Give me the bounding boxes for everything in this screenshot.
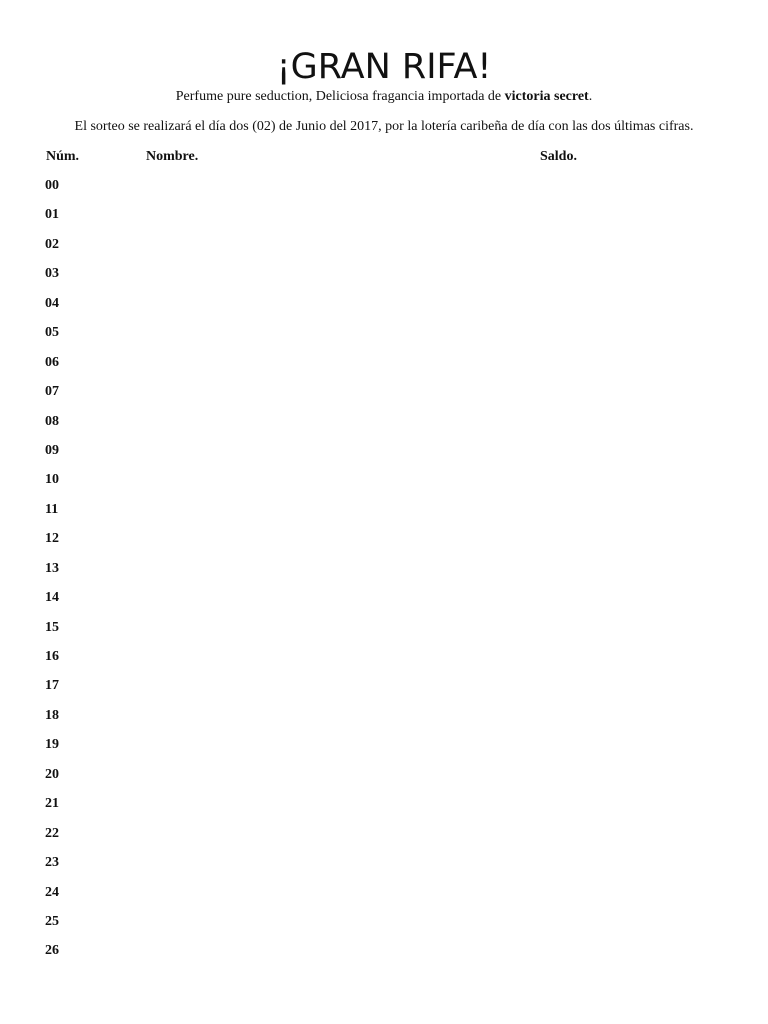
header-name: Nombre. [146,149,199,164]
row-saldo [540,825,720,843]
row-name [146,501,526,519]
table-row [0,442,768,471]
row-name [146,236,526,254]
table-row [0,942,768,971]
draw-notice: El sorteo se realizará el día dos (02) de Junio del 2017, por la lotería caribeña de día con las dos últimas cifras. [74,119,694,134]
row-saldo [540,913,720,931]
row-name [146,471,526,489]
row-number: 12 [45,531,59,547]
table-row [0,530,768,559]
row-name [146,295,526,313]
table-row [0,206,768,235]
row-number: 11 [45,501,59,517]
page-title: ¡GRAN RIFA! [276,47,492,87]
row-name [146,354,526,372]
row-name [146,530,526,548]
row-name [146,854,526,872]
table-row [0,354,768,383]
table-row [0,648,768,677]
row-saldo [540,354,720,372]
row-name [146,619,526,637]
table-row [0,501,768,530]
row-name [146,265,526,283]
row-saldo [540,236,720,254]
subtitle-brand: victoria secret [504,89,589,104]
row-name [146,413,526,431]
row-name [146,795,526,813]
row-number: 15 [45,619,59,635]
row-saldo [540,648,720,666]
row-number: 00 [45,178,59,193]
row-saldo [540,383,720,401]
table-row [0,560,768,589]
row-saldo [540,471,720,489]
table-row [0,471,768,500]
raffle-list [0,177,768,972]
row-number: 24 [45,884,59,900]
row-name [146,825,526,843]
row-number: 26 [45,943,59,959]
row-number: 18 [45,707,59,723]
row-name [146,442,526,460]
row-number: 20 [45,766,59,782]
row-saldo [540,707,720,725]
row-number: 08 [45,413,59,429]
table-row [0,413,768,442]
subtitle-suffix: . [588,89,593,104]
row-saldo [540,413,720,431]
row-saldo [540,265,720,283]
row-name [146,677,526,695]
table-header [0,148,768,166]
subtitle [0,88,768,106]
row-saldo [540,854,720,872]
table-row [0,265,768,294]
table-row [0,884,768,913]
row-number: 14 [45,590,59,606]
row-name [146,324,526,342]
row-saldo [540,795,720,813]
row-number: 04 [45,295,59,311]
table-row [0,619,768,648]
row-saldo [540,677,720,695]
row-number: 07 [45,384,59,400]
table-row [0,736,768,765]
row-name [146,736,526,754]
row-saldo [540,324,720,342]
row-saldo [540,942,720,960]
row-name [146,560,526,578]
row-saldo [540,589,720,607]
row-saldo [540,766,720,784]
row-number: 22 [45,825,59,841]
row-number: 21 [45,796,59,812]
row-name [146,707,526,725]
row-number: 10 [45,472,59,488]
row-saldo [540,177,720,195]
row-number: 09 [45,442,59,458]
row-saldo [540,560,720,578]
row-saldo [540,206,720,224]
table-row [0,913,768,942]
row-number: 03 [45,266,59,282]
table-row [0,324,768,353]
table-row [0,589,768,618]
row-name [146,177,526,195]
table-row [0,177,768,206]
row-number: 06 [45,354,59,370]
row-saldo [540,736,720,754]
row-number: 01 [45,207,59,223]
row-name [146,942,526,960]
subtitle-prefix: Perfume pure seduction, Deliciosa fragancia importada de [175,89,505,104]
table-row [0,236,768,265]
row-name [146,913,526,931]
row-number: 16 [45,649,59,664]
row-number: 13 [45,560,59,576]
row-number: 25 [45,913,59,929]
table-row [0,766,768,795]
row-saldo [540,501,720,519]
row-name [146,766,526,784]
row-name [146,383,526,401]
row-name [146,884,526,902]
row-name [146,589,526,607]
table-row [0,854,768,883]
header-num: Núm. [46,149,80,164]
row-saldo [540,884,720,902]
row-name [146,648,526,666]
row-saldo [540,619,720,637]
table-row [0,795,768,824]
table-row [0,707,768,736]
header-saldo: Saldo. [540,149,577,164]
table-row [0,295,768,324]
row-number: 17 [45,678,59,694]
table-row [0,825,768,854]
row-number: 05 [45,325,59,341]
row-number: 02 [45,236,59,252]
table-row [0,677,768,706]
row-saldo [540,442,720,460]
row-number: 23 [45,855,59,871]
table-row [0,383,768,412]
row-saldo [540,530,720,548]
row-number: 19 [45,737,59,753]
row-name [146,206,526,224]
row-saldo [540,295,720,313]
